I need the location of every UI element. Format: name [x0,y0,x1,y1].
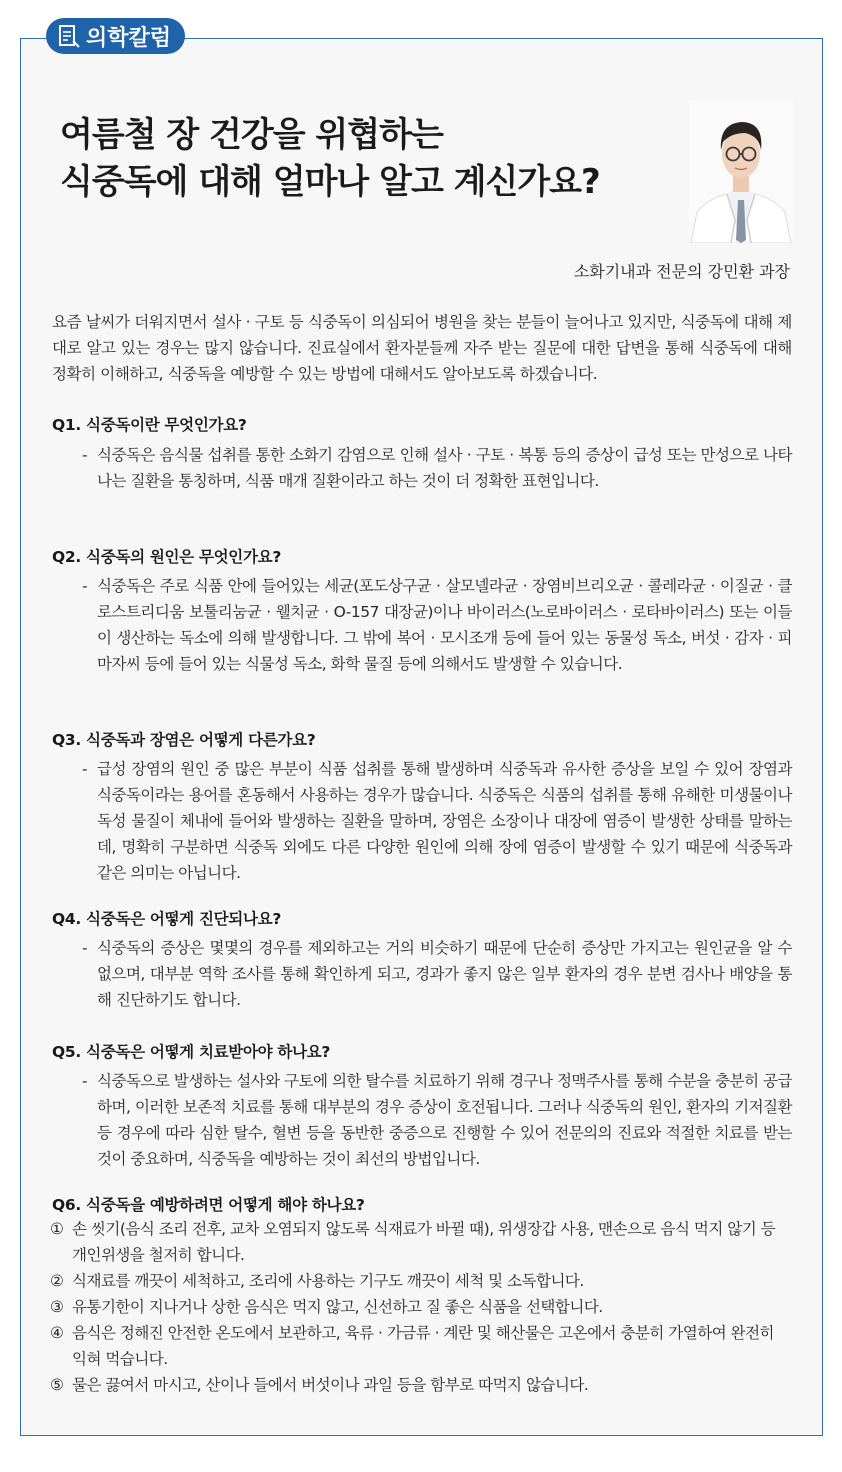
answer-paragraph [82,1068,792,1172]
doctor-photo [689,100,793,243]
title-line-1: 여름철 장 건강을 위협하는 [60,115,443,155]
prevention-tip [50,1216,792,1268]
answer-text: 식중독은 음식물 섭취를 통한 소화기 감염으로 인해 설사 · 구토 · 복통 등의 증상이 급성 또는 만성으로 나타나는 질환을 통칭하며, 식품 매개 질환이라고 하는 것이 더 정확한 표현입니다. [97,446,792,490]
dash-marker: - [82,1072,88,1090]
prevention-tip [50,1320,792,1372]
answer-text: 식중독은 주로 식품 안에 들어있는 세균(포도상구균 · 살모넬라균 · 장염비브리오균 · 콜레라균 · 이질균 · 클로스트리디움 보툴리눔균 · 웰치균 · O-157 대장균)이나 바이러스(노로바이러스 · 로타바이러스) 또는 이들이 생산하는 독소에 의해 발생합니다. 그 밖에 복어 · 모시조개 등에 들어 있는 동물성 독소, 버섯 · 감자 · 피마자씨 등에 들어 있는 식물성 독소, 화학 물질 등에 의해서도 발생할 수 있습니다. [97,577,792,673]
tip-number: ⑤ [50,1376,64,1394]
question-heading: Q1. 식중독이란 무엇인가요? [52,416,247,434]
title-line-2: 식중독에 대해 얼마나 알고 계신가요? [60,162,600,202]
tip-number: ① [50,1220,64,1238]
prevention-tip [50,1372,792,1398]
tip-text: 물은 끓여서 마시고, 산이나 들에서 버섯이나 과일 등을 함부로 따먹지 않습니다. [72,1376,589,1394]
article-title [60,112,660,206]
answer-paragraph [82,573,792,677]
dash-marker: - [82,446,88,464]
badge-label: 의학칼럼 [86,25,172,51]
tip-text: 유통기한이 지나거나 상한 음식은 먹지 않고, 신선하고 질 좋은 식품을 선택합니다. [72,1298,603,1316]
question-heading: Q6. 식중독을 예방하려면 어떻게 해야 하나요? [52,1196,365,1214]
answer-text: 식중독의 증상은 몇몇의 경우를 제외하고는 거의 비슷하기 때문에 단순히 증상만 가지고는 원인균을 알 수 없으며, 대부분 역학 조사를 통해 확인하게 되고, 경과가 좋지 않은 일부 환자의 경우 분변 검사나 배양을 통해 진단하기도 합니다. [97,939,792,1009]
question-heading: Q2. 식중독의 원인은 무엇인가요? [52,548,282,566]
answer-paragraph [82,756,792,886]
answer-paragraph [82,442,792,494]
dash-marker: - [82,760,88,778]
column-badge [46,18,185,54]
question-heading: Q3. 식중독과 장염은 어떻게 다른가요? [52,731,316,749]
medical-document-icon [58,24,80,48]
intro-paragraph: 요즘 날씨가 더워지면서 설사 · 구토 등 식중독이 의심되어 병원을 찾는 분들이 늘어나고 있지만, 식중독에 대해 제대로 알고 있는 경우는 많지 않습니다. 진료실에서 환자분들께 자주 받는 질문에 대한 답변을 통해 식중독에 대해 정확히 이해하고, 식중독을 예방할 수 있는 방법에 대해서도 알아보도록 하겠습니다. [52,313,792,383]
tip-text: 손 씻기(음식 조리 전후, 교차 오염되지 않도록 식재료가 바뀔 때), 위생장갑 사용, 맨손으로 음식 먹지 않기 등 개인위생을 철저히 합니다. [72,1220,776,1264]
tip-text: 음식은 정해진 안전한 온도에서 보관하고, 육류 · 가금류 · 계란 및 해산물은 고온에서 충분히 가열하여 완전히 익혀 먹습니다. [72,1324,775,1368]
tip-number: ④ [50,1324,64,1342]
prevention-tip [50,1294,792,1320]
dash-marker: - [82,577,88,595]
author-byline: 소화기내과 전문의 강민환 과장 [573,262,790,281]
answer-paragraph [82,935,792,1013]
question-heading: Q4. 식중독은 어떻게 진단되나요? [52,910,282,928]
tip-number: ③ [50,1298,64,1316]
answer-text: 식중독으로 발생하는 설사와 구토에 의한 탈수를 치료하기 위해 경구나 정맥주사를 통해 수분을 충분히 공급하며, 이러한 보존적 치료를 통해 대부분의 경우 증상이 호전됩니다. 그러나 식중독의 원인, 환자의 기저질환 등 경우에 따라 심한 탈수, 혈변 등을 동반한 중증으로 진행할 수 있어 전문의의 진료와 적절한 치료를 받는 것이 중요하며, 식중독을 예방하는 것이 최선의 방법입니다. [97,1072,792,1168]
answer-text: 급성 장염의 원인 중 많은 부분이 식품 섭취를 통해 발생하며 식중독과 유사한 증상을 보일 수 있어 장염과 식중독이라는 용어를 혼동해서 사용하는 경우가 많습니다. 식중독은 식품의 섭취를 통해 유해한 미생물이나 독성 물질이 체내에 들어와 발생하는 질환을 말하며, 장염은 소장이나 대장에 염증이 발생한 상태를 말하는데, 명확히 구분하면 식중독 외에도 다른 다양한 원인에 의해 장에 염증이 발생할 수 있기 때문에 식중독과 같은 의미는 아닙니다. [97,760,792,882]
dash-marker: - [82,939,88,957]
question-heading: Q5. 식중독은 어떻게 치료받아야 하나요? [52,1043,331,1061]
tip-number: ② [50,1272,64,1290]
prevention-tip [50,1268,792,1294]
tip-text: 식재료를 깨끗이 세척하고, 조리에 사용하는 기구도 깨끗이 세척 및 소독합니다. [72,1272,584,1290]
